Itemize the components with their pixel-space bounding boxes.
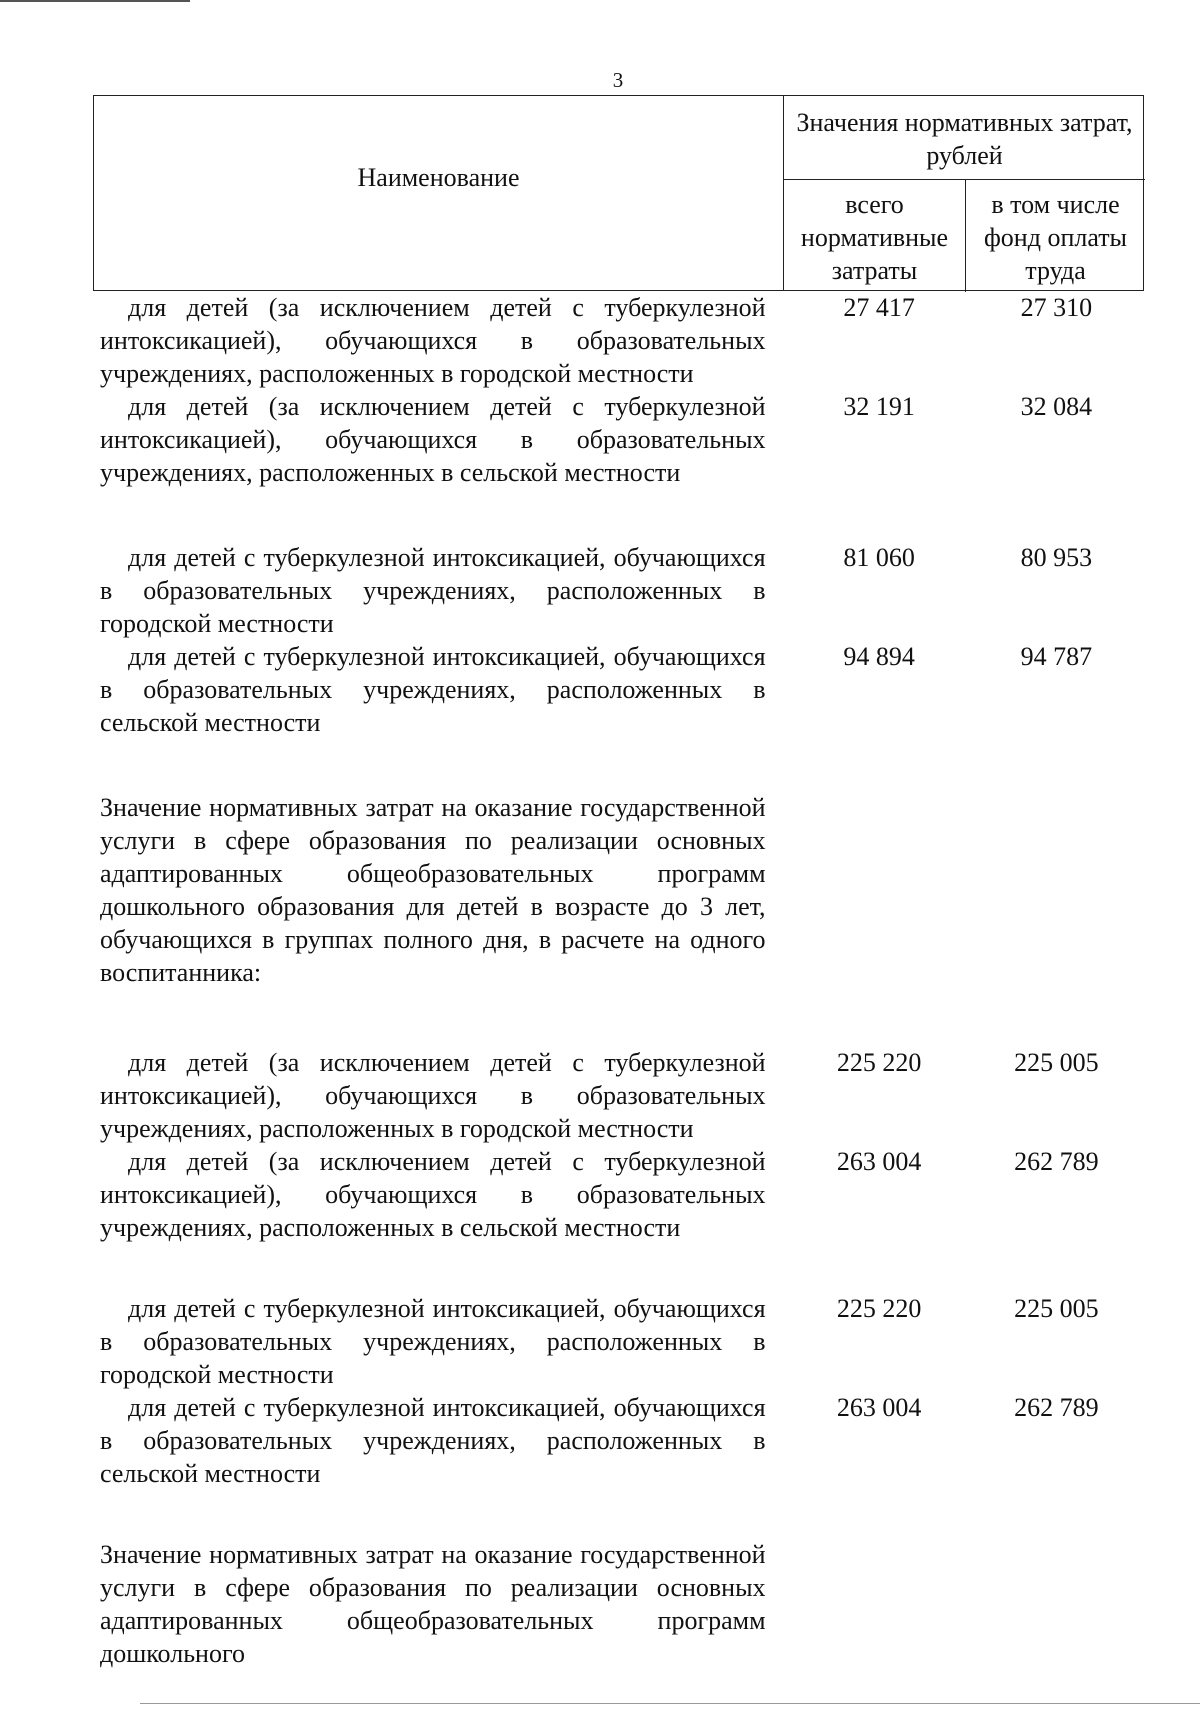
row-total-value: 263 004 [836,1393,922,1422]
header-fot-column: в том числе фонд оплаты труда [983,190,1128,285]
row-name: для детей с туберкулезной интоксикацией, обучающихся в образовательных учреждениях, расположенных в сельской местности [100,642,766,737]
section-heading-text: Значение нормативных затрат на оказание государственной услуги в сфере образования по реализации основных адаптированных общеобразовательных программ дошкольного [100,1540,766,1668]
row-fot-value: 262 789 [1014,1147,1099,1176]
table-row [100,1292,1140,1391]
table-body [100,291,1140,1670]
row-name: для детей (за исключением детей с туберкулезной интоксикацией), обучающихся в образовательных учреждениях, расположенных в сельской местности [100,392,766,487]
row-name: для детей (за исключением детей с туберкулезной интоксикацией), обучающихся в образовательных учреждениях, расположенных в городской местности [100,293,766,388]
table-row [100,1046,1140,1145]
row-total-value: 94 894 [843,642,915,671]
section-heading-text: Значение нормативных затрат на оказание государственной услуги в сфере образования по реализации основных адаптированных общеобразовательных программ дошкольного образования для детей в возрасте до 3 лет, обучающихся в группах полного дня, в расчете на одного воспитанника: [100,793,766,987]
row-name: для детей (за исключением детей с туберкулезной интоксикацией), обучающихся в образовательных учреждениях, расположенных в городской местности [100,1048,766,1143]
table-row [100,541,1140,640]
scan-bottom-line [140,1703,1200,1704]
table-row [100,1145,1140,1244]
row-total-value: 27 417 [843,293,915,322]
header-values-group: Значения нормативных затрат, рублей [784,96,1145,180]
row-fot-value: 225 005 [1014,1048,1099,1077]
table-row [100,1391,1140,1490]
row-fot-value: 94 787 [1020,642,1093,671]
header-name-column: Наименование [94,96,784,290]
row-total-value: 225 220 [836,1294,922,1323]
table-header [93,95,1144,291]
row-fot-value: 225 005 [1014,1294,1099,1323]
scan-edge-line [0,0,190,2]
row-total-value: 81 060 [843,543,915,572]
page-number: 3 [612,68,624,92]
row-fot-value: 80 953 [1020,543,1093,572]
table-row-section-heading [100,1538,1140,1670]
row-total-value: 263 004 [836,1147,922,1176]
row-fot-value: 27 310 [1020,293,1093,322]
table-row-section-heading [100,791,1140,989]
table-row [100,640,1140,739]
table-row [100,291,1140,390]
row-total-value: 32 191 [843,392,915,421]
table-row [100,390,1140,489]
header-total-column: всего нормативные затраты [784,180,966,292]
row-fot-value: 32 084 [1020,392,1093,421]
row-fot-value: 262 789 [1014,1393,1099,1422]
row-name: для детей с туберкулезной интоксикацией, обучающихся в образовательных учреждениях, расположенных в городской местности [100,543,766,638]
row-name: для детей (за исключением детей с туберкулезной интоксикацией), обучающихся в образовательных учреждениях, расположенных в сельской местности [100,1147,766,1242]
row-name: для детей с туберкулезной интоксикацией, обучающихся в образовательных учреждениях, расположенных в городской местности [100,1294,766,1389]
row-total-value: 225 220 [836,1048,922,1077]
row-name: для детей с туберкулезной интоксикацией, обучающихся в образовательных учреждениях, расположенных в сельской местности [100,1393,766,1488]
